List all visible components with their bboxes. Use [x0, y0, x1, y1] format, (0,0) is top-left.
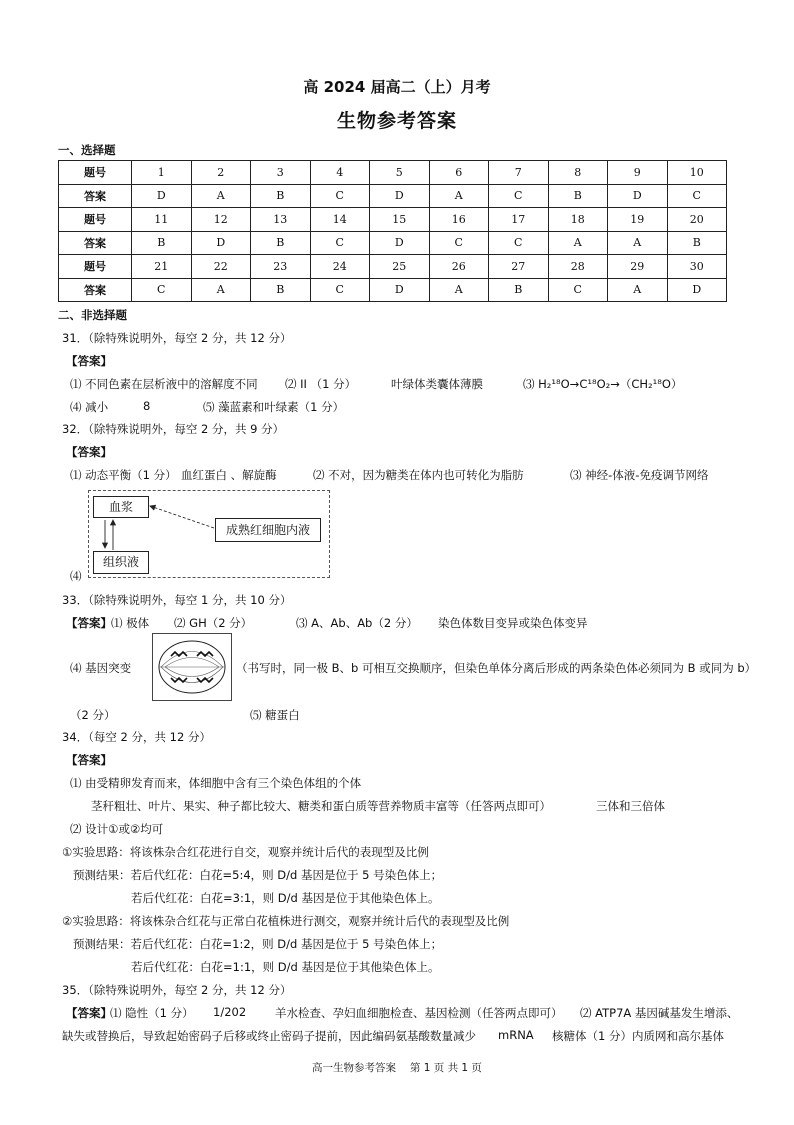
table-cell: 2 [191, 161, 251, 185]
table-cell: 3 [251, 161, 311, 185]
table-cell: 29 [608, 255, 668, 279]
table-cell: 18 [548, 208, 608, 232]
q34-answer-tag: 【答案】 [66, 753, 112, 767]
q33-answer-7: （2 分） [70, 708, 116, 722]
table-cell: C [429, 231, 489, 255]
table-cell: B [251, 231, 311, 255]
table-cell: C [489, 184, 549, 208]
q31-answer-5: ⑷ 减小 [70, 400, 109, 414]
arrow-rbc-to-plasma [150, 506, 214, 528]
q33-answer-8: ⑸ 糖蛋白 [250, 708, 300, 722]
table-cell: 26 [429, 255, 489, 279]
q33-answer-3: ⑶ A、Ab、Ab（2 分） [296, 616, 418, 630]
table-cell: A [608, 231, 668, 255]
section-choice-title: 一、选择题 [58, 143, 116, 157]
q34-line-2: 茎秆粗壮、叶片、果实、种子都比较大、糖类和蛋白质等营养物质丰富等（任答两点即可） [91, 799, 551, 813]
table-cell: 15 [370, 208, 430, 232]
q31-answer-4: ⑶ H₂¹⁸O→C¹⁸O₂→（CH₂¹⁸O） [523, 377, 683, 391]
q32-answer-4: ⑶ 神经-体液-免疫调节网络 [570, 468, 709, 482]
q32-answer-5: ⑷ [70, 569, 82, 583]
table-cell: 4 [310, 161, 370, 185]
table-cell: C [548, 278, 608, 302]
row-label: 题号 [59, 255, 132, 279]
q32-answer-3: ⑵ 不对，因为糖类在体内也可转化为脂肪 [313, 468, 524, 482]
q34-line-8: 预测结果：若后代红花：白花=1:2，则 D/d 基因是位于 5 号染色体上； [73, 937, 443, 951]
table-row [59, 208, 727, 232]
table-cell: B [251, 184, 311, 208]
table-cell: B [667, 231, 727, 255]
q35-answer-2a: 缺失或替换后，导致起始密码子后移或终止密码子提前，因此编码氨基酸数量减少 [62, 1029, 476, 1043]
choice-answer-table [58, 160, 727, 302]
row-label: 题号 [59, 208, 132, 232]
row-label: 答案 [59, 278, 132, 302]
q35-answer-2d: 内质网和高尔基体 [632, 1029, 724, 1043]
table-cell: C [489, 231, 549, 255]
table-cell: 24 [310, 255, 370, 279]
q32-answer-tag: 【答案】 [66, 445, 112, 459]
q33-answer-tag: 【答案】 [66, 616, 112, 630]
cell-division-figure [152, 633, 232, 701]
table-cell: D [370, 278, 430, 302]
box-rbc-fluid: 成熟红细胞内液 [215, 518, 321, 542]
q31-answer-3: 叶绿体类囊体薄膜 [391, 377, 483, 391]
table-cell: B [489, 278, 549, 302]
table-cell: 22 [191, 255, 251, 279]
q35-answer-2c: 核糖体（1 分） [552, 1029, 632, 1043]
q35-answer-1b: 1/202 [213, 1005, 247, 1019]
diagram-arrows [88, 490, 328, 578]
row-label: 答案 [59, 184, 132, 208]
q32-answer-2: 血红蛋白 、解旋酶 [181, 468, 277, 482]
table-cell: 13 [251, 208, 311, 232]
q35-answer-1d: ⑵ ATP7A 基因碱基发生增添、 [580, 1006, 739, 1020]
table-cell: D [667, 278, 727, 302]
table-cell: C [667, 184, 727, 208]
q32-heading: 32．（除特殊说明外，每空 2 分，共 9 分） [62, 422, 285, 436]
q32-answer-1: ⑴ 动态平衡（1 分） [70, 468, 177, 482]
q31-answer-1: ⑴ 不同色素在层析液中的溶解度不同 [70, 377, 258, 391]
table-cell: 23 [251, 255, 311, 279]
table-cell: 17 [489, 208, 549, 232]
spindle-cell-icon [153, 634, 231, 700]
table-row [59, 278, 727, 302]
table-cell: D [191, 231, 251, 255]
q33-heading: 33．（除特殊说明外，每空 1 分，共 10 分） [62, 593, 292, 607]
answer-key-title: 生物参考答案 [336, 110, 457, 132]
table-cell: C [310, 184, 370, 208]
table-cell: 10 [667, 161, 727, 185]
box-tissue-fluid: 组织液 [93, 551, 149, 574]
q35-answer-1c: 羊水检查、孕妇血细胞检查、基因检测（任答两点即可） [275, 1006, 563, 1020]
table-cell: A [429, 278, 489, 302]
table-cell: B [548, 184, 608, 208]
table-cell: A [548, 231, 608, 255]
table-cell: A [191, 278, 251, 302]
table-row [59, 184, 727, 208]
table-cell: 1 [132, 161, 192, 185]
table-cell: 5 [370, 161, 430, 185]
q35-heading: 35．（除特殊说明外，每空 2 分，共 12 分） [62, 983, 292, 997]
table-cell: A [429, 184, 489, 208]
table-cell: 9 [608, 161, 668, 185]
table-cell: 8 [548, 161, 608, 185]
row-label: 题号 [59, 161, 132, 185]
table-cell: A [608, 278, 668, 302]
q33-answer-2: ⑵ GH（2 分） [174, 616, 253, 630]
table-cell: B [132, 231, 192, 255]
exam-title: 高 2024 届高二（上）月考 [303, 78, 491, 96]
q33-answer-5: ⑷ 基因突变 [70, 661, 132, 675]
q33-answer-6: （书写时，同一极 B、b 可相互交换顺序，但染色单体分离后形成的两条染色体必须同为 B 或同为 b） [236, 661, 757, 675]
q34-line-3: ⑵ 设计①或②均可 [70, 822, 164, 836]
table-cell: 12 [191, 208, 251, 232]
table-cell: 20 [667, 208, 727, 232]
q31-answer-tag: 【答案】 [66, 354, 112, 368]
q31-answer-6: 8 [143, 399, 151, 413]
table-cell: 6 [429, 161, 489, 185]
row-label: 答案 [59, 231, 132, 255]
q31-answer-7: ⑸ 藻蓝素和叶绿素（1 分） [203, 400, 345, 414]
q34-line-4: ①实验思路：将该株杂合红花进行自交，观察并统计后代的表现型及比例 [62, 845, 429, 859]
table-cell: 19 [608, 208, 668, 232]
section-nonchoice-title: 二、非选择题 [58, 308, 127, 322]
box-plasma: 血浆 [93, 496, 149, 518]
q35-answer-2b: mRNA [498, 1028, 534, 1042]
table-cell: 11 [132, 208, 192, 232]
q34-heading: 34．（每空 2 分，共 12 分） [62, 730, 211, 744]
table-cell: D [608, 184, 668, 208]
table-cell: 28 [548, 255, 608, 279]
q33-answer-1: ⑴ 极体 [111, 616, 150, 630]
q35-answer-tag: 【答案】 [66, 1006, 112, 1020]
q34-line-6: 若后代红花：白花=3:1，则 D/d 基因是位于其他染色体上。 [131, 891, 440, 905]
table-cell: C [132, 278, 192, 302]
page-footer: 高一生物参考答案 第 1 页 共 1 页 [312, 1062, 482, 1074]
q34-line-2b: 三体和三倍体 [596, 799, 665, 813]
table-cell: 7 [489, 161, 549, 185]
table-cell: 21 [132, 255, 192, 279]
table-cell: 25 [370, 255, 430, 279]
table-cell: 30 [667, 255, 727, 279]
q31-heading: 31．（除特殊说明外，每空 2 分，共 12 分） [62, 331, 292, 345]
q31-answer-2: ⑵ II （1 分） [285, 377, 357, 391]
table-row [59, 161, 727, 185]
q34-line-5: 预测结果：若后代红花：白花=5:4，则 D/d 基因是位于 5 号染色体上； [73, 868, 443, 882]
q34-line-1: ⑴ 由受精卵发育而来，体细胞中含有三个染色体组的个体 [70, 776, 362, 790]
table-cell: C [310, 231, 370, 255]
table-row [59, 231, 727, 255]
table-cell: D [132, 184, 192, 208]
table-cell: 14 [310, 208, 370, 232]
table-cell: 27 [489, 255, 549, 279]
q34-line-9: 若后代红花：白花=1:1，则 D/d 基因是位于其他染色体上。 [131, 960, 440, 974]
q33-answer-4: 染色体数目变异或染色体变异 [438, 616, 588, 630]
table-cell: B [251, 278, 311, 302]
table-cell: C [310, 278, 370, 302]
table-cell: D [370, 231, 430, 255]
q34-line-7: ②实验思路：将该株杂合红花与正常白花植株进行测交，观察并统计后代的表现型及比例 [62, 914, 510, 928]
table-cell: D [370, 184, 430, 208]
table-cell: 16 [429, 208, 489, 232]
table-cell: A [191, 184, 251, 208]
table-row [59, 255, 727, 279]
q35-answer-1a: ⑴ 隐性（1 分） [110, 1006, 194, 1020]
